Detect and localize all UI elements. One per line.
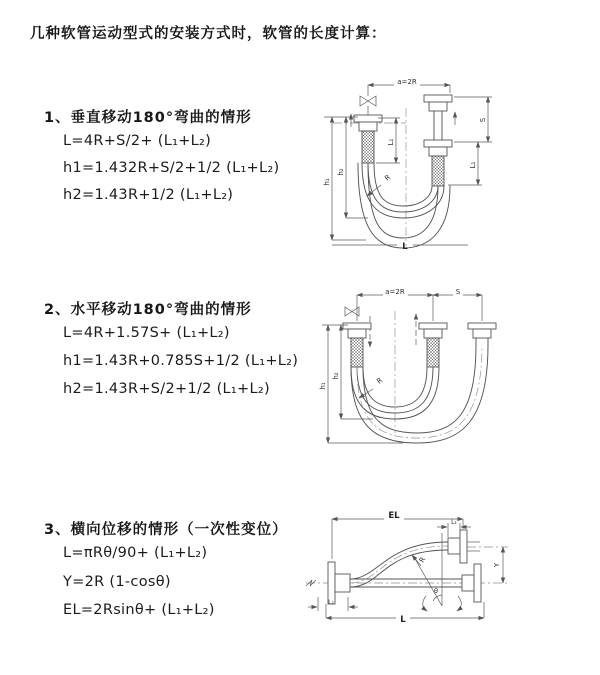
dim-el <box>332 510 463 559</box>
label-y: Y <box>493 562 501 568</box>
dim-shift-s <box>433 287 482 296</box>
flange-right <box>468 323 496 345</box>
section-3-formula-L: L=πRθ/90+ (L₁+L₂) <box>63 545 208 561</box>
dim-radius <box>412 555 427 566</box>
section-2-formula-L: L=4R+1.57S+ (L₁+L₂) <box>63 325 230 341</box>
label-radius: R <box>417 555 428 564</box>
dim-y <box>493 547 503 583</box>
label-el: EL <box>388 511 400 521</box>
section-3-formula-EL: EL=2Rsinθ+ (L₁+L₂) <box>63 602 215 618</box>
label-a2r: a=2R <box>385 288 405 296</box>
dim-s <box>454 97 492 142</box>
label-a2r: a=2R <box>397 78 417 86</box>
diagram-vertical-180-bend <box>308 68 593 263</box>
flange-left <box>306 562 350 604</box>
label-radius: R <box>375 376 385 386</box>
label-l1-right: L₁ <box>469 161 477 169</box>
section-2-formula-h1: h1=1.43R+0.785S+1/2 (L₁+L₂) <box>63 353 299 369</box>
dim-l1-right <box>448 142 482 185</box>
section-3-heading: 3、横向位移的情形（一次性变位） <box>44 522 288 538</box>
label-s: S <box>455 288 461 296</box>
dim-span-a2r <box>357 287 482 321</box>
section-2-heading: 2、水平移动180°弯曲的情形 <box>44 302 252 318</box>
dim-l2 <box>308 597 358 611</box>
label-l1-left: L₁ <box>387 138 395 146</box>
dim-radius <box>359 376 384 398</box>
flange-left <box>354 115 382 163</box>
label-length: L <box>402 242 408 252</box>
flange-right-top <box>448 530 480 563</box>
label-length: L <box>400 615 406 625</box>
section-1-formula-L: L=4R+S/2+ (L₁+L₂) <box>63 133 212 149</box>
label-l1: L₁ <box>451 519 457 526</box>
flange-left <box>343 323 371 367</box>
dim-span-a2r <box>368 77 450 96</box>
hose-curves-position-2 <box>351 345 488 443</box>
dim-l1-left <box>376 118 400 163</box>
label-radius: R <box>383 173 393 183</box>
label-h2: h₂ <box>337 168 345 176</box>
flange-right-bottom <box>462 564 481 602</box>
label-h2: h₂ <box>332 372 340 380</box>
flange-middle <box>419 323 447 367</box>
hose-displaced <box>350 542 448 587</box>
section-2-formula-h2: h2=1.43R+S/2+1/2 (L₁+L₂) <box>63 381 270 397</box>
dim-radius <box>367 173 392 196</box>
dim-length <box>332 242 468 252</box>
diagram-lateral-displacement <box>298 503 600 648</box>
label-theta: θ <box>434 587 438 595</box>
dim-h1 <box>323 117 366 240</box>
page-title: 几种软管运动型式的安装方式时，软管的长度计算： <box>30 26 387 42</box>
valve-icon <box>360 96 376 115</box>
label-h1: h₁ <box>323 178 331 186</box>
section-1-formula-h1: h1=1.432R+S/2+1/2 (L₁+L₂) <box>63 160 280 176</box>
label-l2: L₂ <box>328 599 334 606</box>
dim-length <box>326 602 484 625</box>
section-3-formula-Y: Y=2R (1-cosθ) <box>63 574 171 590</box>
diagram-horizontal-180-bend <box>308 283 593 463</box>
section-1-formula-h2: h2=1.43R+1/2 (L₁+L₂) <box>63 187 234 203</box>
label-h1: h₁ <box>319 382 327 390</box>
flange-right <box>424 95 452 186</box>
section-1-heading: 1、垂直移动180°弯曲的情形 <box>44 110 252 126</box>
label-s: S <box>479 117 487 123</box>
